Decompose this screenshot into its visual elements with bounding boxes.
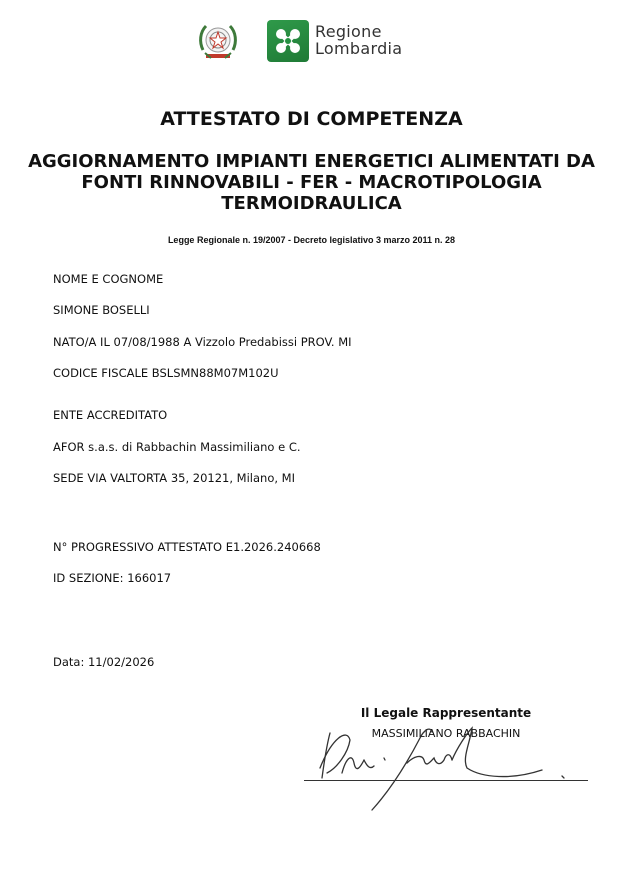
signatory-role: Il Legale Rappresentante: [360, 706, 532, 720]
course-title: [0, 151, 623, 214]
person-tax-code: CODICE FISCALE BSLSMN88M07M102U: [53, 366, 279, 380]
institution-address: SEDE VIA VALTORTA 35, 20121, Milano, MI: [53, 471, 295, 485]
course-title-line: TERMOIDRAULICA: [221, 193, 402, 214]
italian-republic-emblem-icon: [197, 20, 239, 64]
person-name: SIMONE BOSELLI: [53, 303, 150, 317]
certificate-date: Data: 11/02/2026: [53, 655, 155, 669]
regione-lombardia-logo-icon: [267, 20, 309, 62]
legal-reference: Legge Regionale n. 19/2007 - Decreto legislativo 3 marzo 2011 n. 28: [167, 235, 456, 245]
course-title-line: FONTI RINNOVABILI - FER - MACROTIPOLOGIA: [81, 172, 542, 193]
certificate-number: N° PROGRESSIVO ATTESTATO E1.2026.240668: [53, 540, 321, 554]
region-name: [315, 23, 402, 57]
header-logos: [0, 18, 623, 66]
region-name-line2: Lombardia: [315, 39, 403, 58]
region-name-line1: Regione: [315, 22, 382, 41]
person-birth: NATO/A IL 07/08/1988 A Vizzolo Predabissi PROV. MI: [53, 335, 352, 349]
signatory-name: MASSIMILIANO RABBACHIN: [371, 727, 521, 740]
institution-name: AFOR s.a.s. di Rabbachin Massimiliano e C.: [53, 440, 301, 454]
section-id: ID SEZIONE: 166017: [53, 571, 172, 585]
document-title: ATTESTATO DI COMPETENZA: [160, 108, 463, 130]
person-label: NOME E COGNOME: [53, 272, 164, 286]
course-title-line: AGGIORNAMENTO IMPIANTI ENERGETICI ALIMENTATI DA: [28, 151, 595, 172]
handwritten-signature-icon: [312, 718, 592, 813]
institution-label: ENTE ACCREDITATO: [53, 408, 168, 422]
